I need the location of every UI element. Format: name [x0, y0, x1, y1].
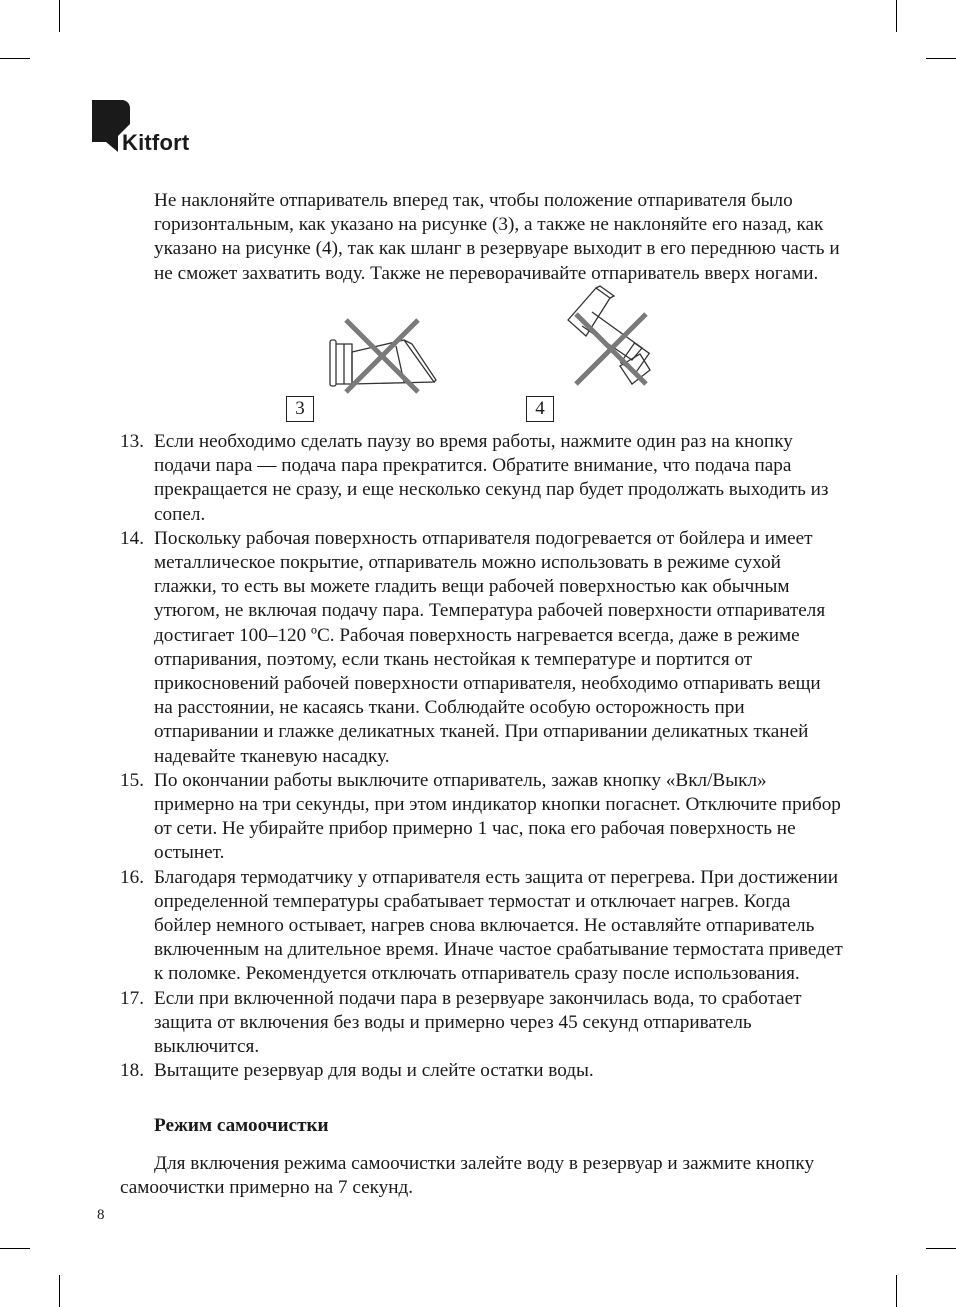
- crop-mark: [59, 1275, 60, 1307]
- figure-label-3: 3: [286, 396, 314, 422]
- list-item: [120, 769, 844, 866]
- list-item-number: 18.: [120, 1060, 144, 1082]
- list-item-text: Благодаря термодатчику у отпаривателя есть защита от перегрева. При достижении определенной температуры срабатывает термостат и отключает нагрев. Когда бойлер немного остывает, нагрев снова включается. Не оставляйте отпариватель включенным на длительное время. Иначе частое срабатывание термостата приведет к поломке. Рекомендуется отключать отпариватель сразу после использования.: [154, 866, 843, 985]
- steamer-tilted-backward-illustration: [526, 284, 676, 399]
- list-item-text: Если при включенной подачи пара в резервуаре закончилась вода, то сработает защита от включения без воды и примерно через 45 секунд отпариватель выключится.: [154, 987, 802, 1058]
- brand-name: Kitfort: [122, 130, 190, 155]
- section-title: Режим самоочистки: [154, 1115, 329, 1136]
- page-number: 8: [97, 1207, 105, 1223]
- list-item: [120, 430, 844, 527]
- list-item-text: По окончании работы выключите отпариватель, зажав кнопку «Вкл/Выкл» примерно на три секунды, при этом индикатор кнопки погаснет. Отключите прибор от сети. Не убирайте прибор примерно 1 час, пока его рабочая поверхность не остынет.: [154, 769, 841, 864]
- list-item: [120, 866, 844, 987]
- list-item: [120, 987, 844, 1060]
- crop-mark: [0, 58, 30, 59]
- crop-mark: [926, 58, 956, 59]
- list-item-number: 14.: [120, 527, 144, 549]
- steamer-tilted-forward-illustration: [286, 284, 446, 399]
- list-item: [120, 1059, 844, 1083]
- crop-mark: [896, 0, 897, 32]
- figure-label-4: 4: [526, 396, 554, 422]
- crop-mark: [0, 1248, 30, 1249]
- list-item-number: 15.: [120, 769, 144, 791]
- instructions-list: [120, 430, 844, 1083]
- intro-paragraph: Не наклоняйте отпариватель вперед так, чтобы положение отпаривателя было горизонтальным, как указано на рисунке (3), а также не наклоняйте его назад, как указано на рисунке (4), так как шланг в резервуаре выходит в его переднюю часть и не сможет захватить воду. Также не переворачивайте отпариватель вверх ногами.: [154, 190, 840, 284]
- list-item-number: 16.: [120, 866, 144, 888]
- list-item-text: Вытащите резервуар для воды и слейте остатки воды.: [154, 1060, 594, 1082]
- list-item-text: Поскольку рабочая поверхность отпаривателя подогревается от бойлера и имеет металлическое покрытие, отпариватель можно использовать в режиме сухой глажки, то есть вы можете гладить вещи рабочей поверхностью как обычным утюгом, не включая подачу пара. Температура рабочей поверхности отпаривателя достигает 100–120 ºС. Рабочая поверхность нагревается всегда, даже в режиме отпаривания, поэтому, если ткань нестойкая к температуре и портится от прикосновений рабочей поверхности отпаривателя, необходимо отпаривать вещи на расстоянии, не касаясь ткани. Соблюдайте особую осторожность при отпаривании и глажке деликатных тканей. При отпаривании деликатных тканей надевайте тканевую насадку.: [154, 527, 826, 767]
- list-item-number: 17.: [120, 987, 144, 1009]
- crop-mark: [926, 1248, 956, 1249]
- list-item-number: 13.: [120, 431, 144, 452]
- list-item-text: Если необходимо сделать паузу во время работы, нажмите один раз на кнопку подачи пара — подача пара прекратится. Обратите внимание, что подача пара прекращается не сразу, и еще несколько секунд пар будет продолжать выходить из сопел.: [154, 431, 829, 525]
- crop-mark: [59, 0, 60, 32]
- self-cleaning-paragraph: Для включения режима самоочистки залейте воду в резервуар и зажмите кнопку самоочистки примерно на 7 секунд.: [120, 1153, 815, 1199]
- crop-mark: [896, 1275, 897, 1307]
- list-item: [120, 527, 844, 769]
